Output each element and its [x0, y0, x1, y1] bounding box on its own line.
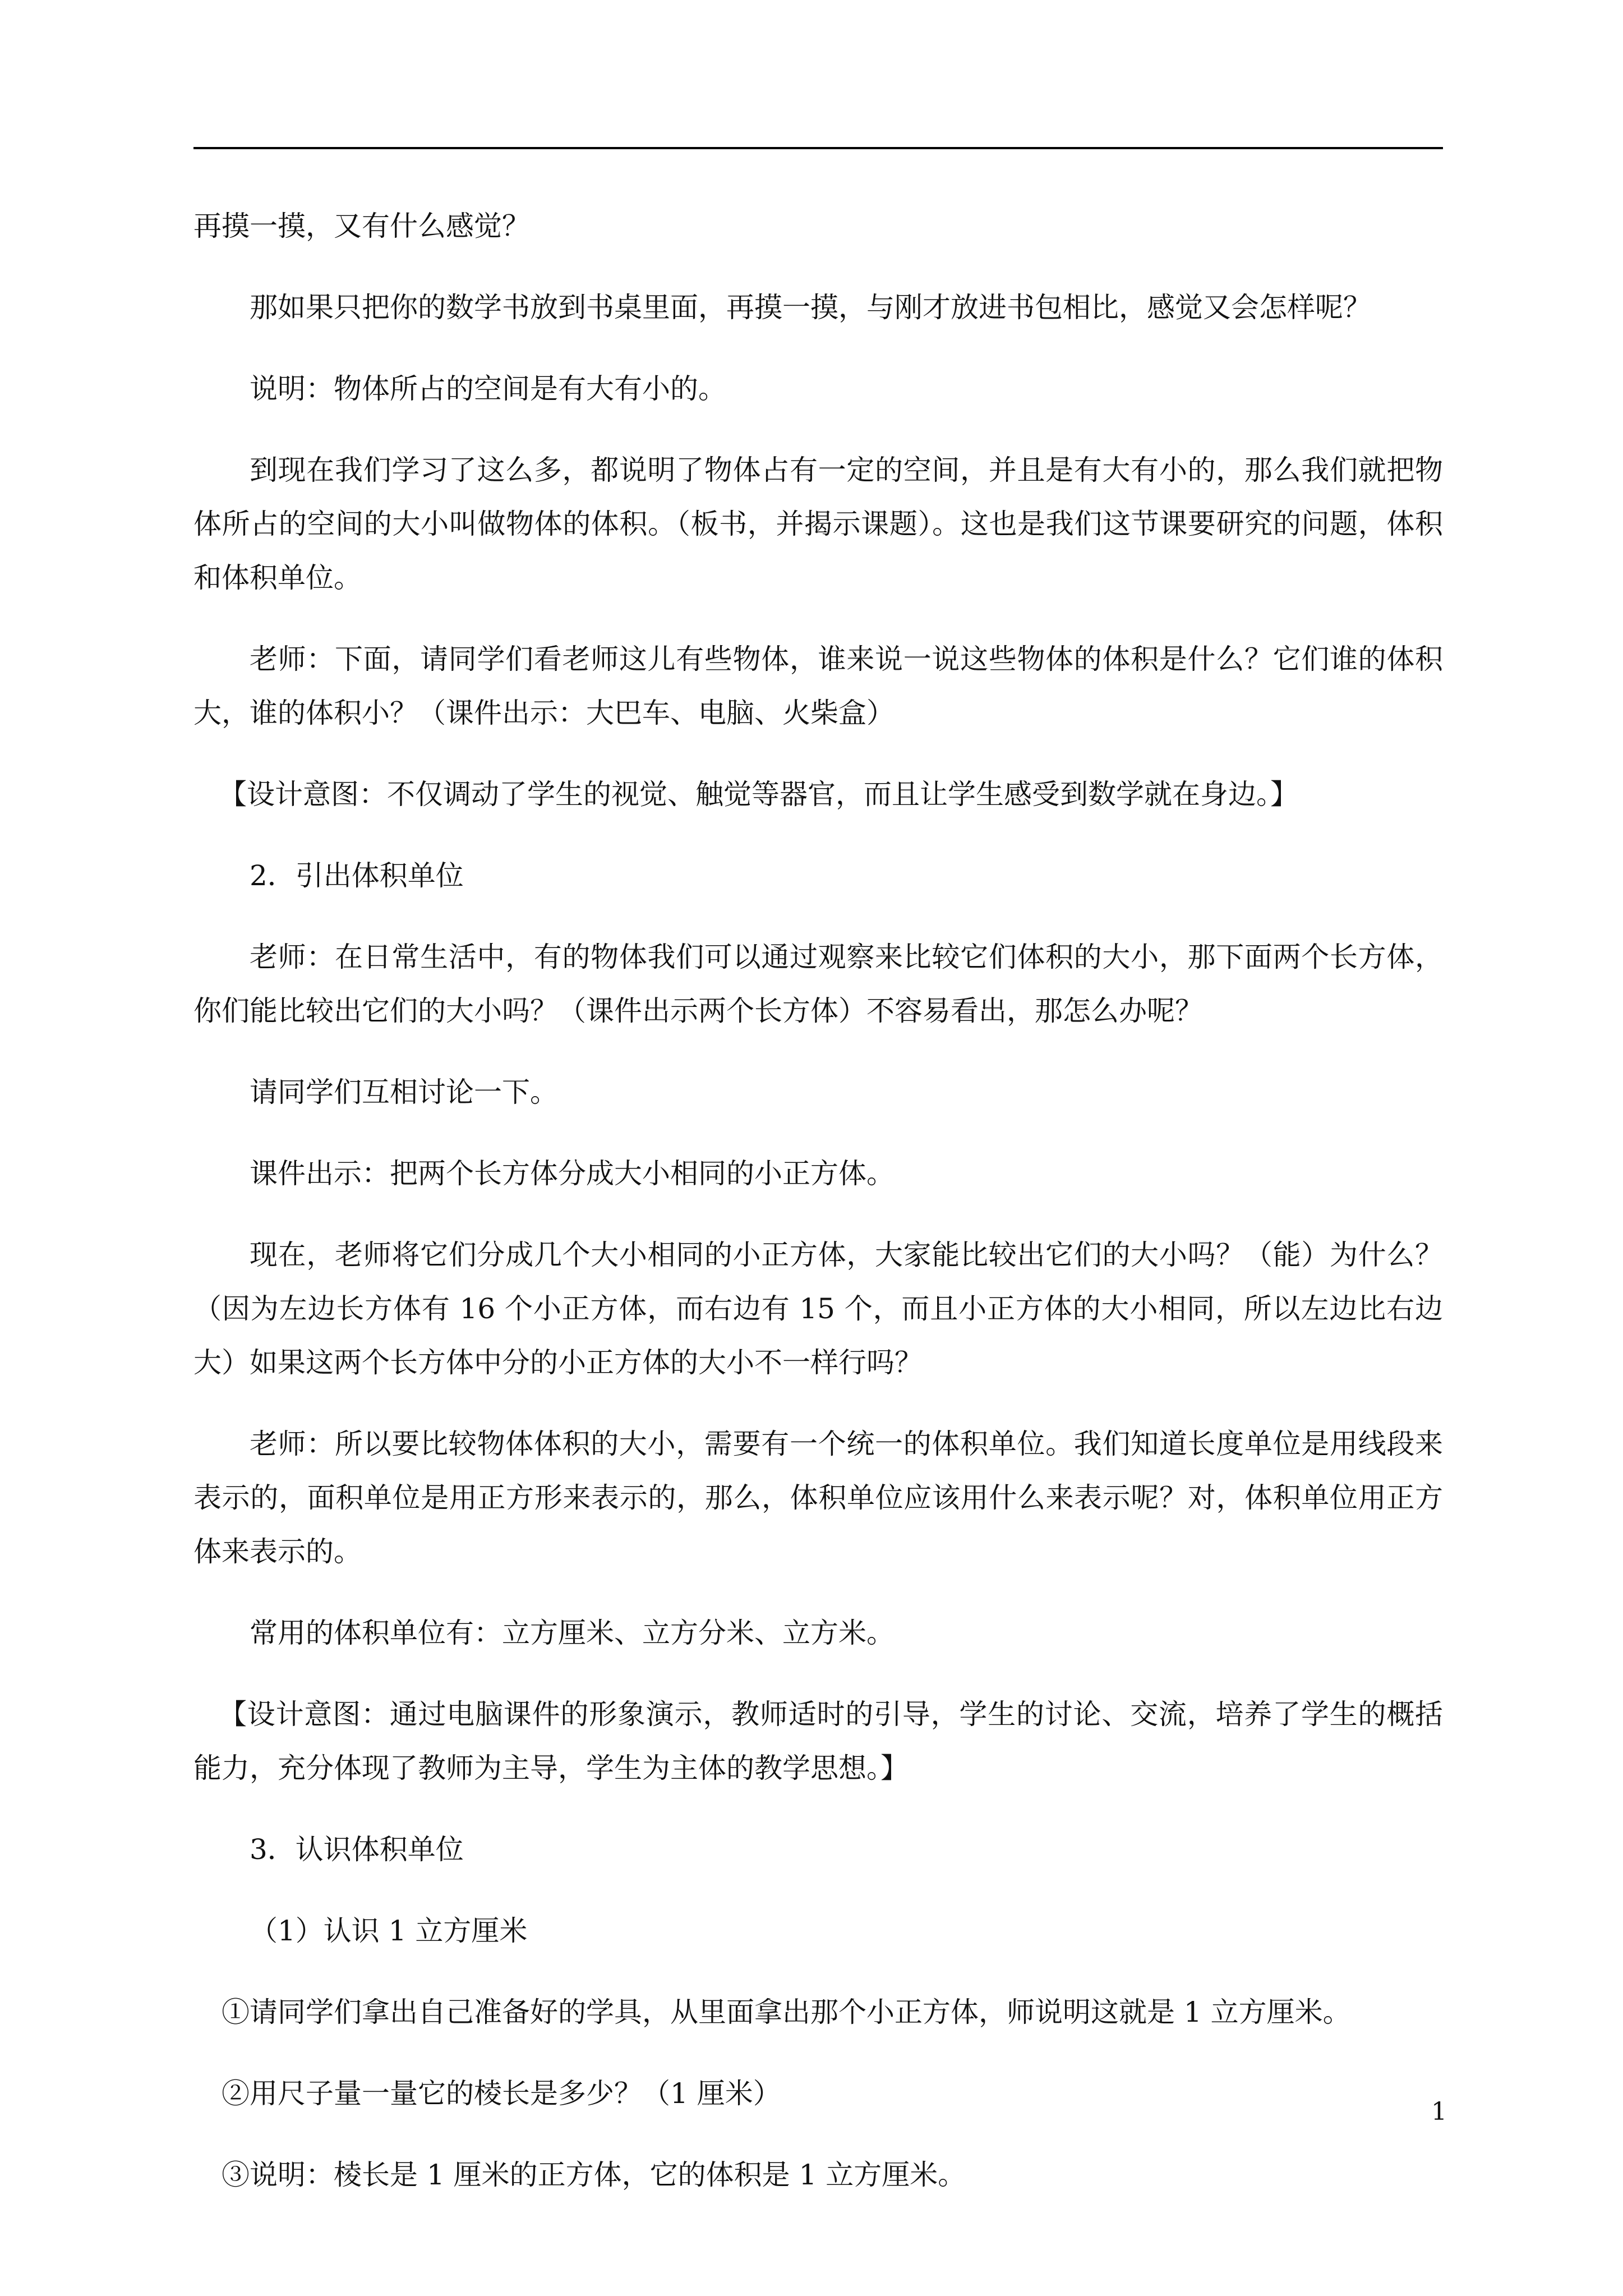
- design-intent-note: 【设计意图：不仅调动了学生的视觉、触觉等器官，而且让学生感受到数学就在身边。】: [219, 778, 1298, 811]
- page-number: 1: [1431, 2097, 1447, 2126]
- paragraph: 那如果只把你的数学书放到书桌里面，再摸一摸，与刚才放进书包相比，感觉又会怎样呢？: [250, 291, 1371, 324]
- document-body: [193, 199, 1443, 2229]
- paragraph: 再摸一摸，又有什么感觉？: [193, 210, 530, 242]
- paragraph: 现在，老师将它们分成几个大小相同的小正方体，大家能比较出它们的大小吗？（能）为什么？（因为左边长方体有 16 个小正方体，而右边有 15 个，而且小正方体的大小相同，所以左边比右边大）如果这两个长方体中分的小正方体的大小不一样行吗？: [193, 1239, 1443, 1379]
- paragraph: 说明：物体所占的空间是有大有小的。: [250, 372, 726, 405]
- design-intent-note: 【设计意图：通过电脑课件的形象演示，教师适时的引导，学生的讨论、交流，培养了学生的概括能力，充分体现了教师为主导，学生为主体的教学思想。】: [193, 1698, 1443, 1784]
- paragraph: 请同学们互相讨论一下。: [250, 1076, 558, 1108]
- list-item: ②用尺子量一量它的棱长是多少？（1 厘米）: [222, 2077, 781, 2110]
- paragraph: 到现在我们学习了这么多，都说明了物体占有一定的空间，并且是有大有小的，那么我们就把物体所占的空间的大小叫做物体的体积。（板书，并揭示课题）。这也是我们这节课要研究的问题，体积和体积单位。: [193, 454, 1443, 594]
- list-item: ①请同学们拿出自己准备好的学具，从里面拿出那个小正方体，师说明这就是 1 立方厘米。: [222, 1996, 1351, 2028]
- section-heading: 3．认识体积单位: [250, 1833, 464, 1866]
- header-rule: [193, 147, 1443, 149]
- list-item: ③说明：棱长是 1 厘米的正方体，它的体积是 1 立方厘米。: [222, 2159, 966, 2191]
- paragraph: 老师：所以要比较物体体积的大小，需要有一个统一的体积单位。我们知道长度单位是用线段来表示的，面积单位是用正方形来表示的，那么，体积单位应该用什么来表示呢？对，体积单位用正方体来表示的。: [193, 1428, 1443, 1568]
- paragraph: 课件出示：把两个长方体分成大小相同的小正方体。: [250, 1157, 895, 1190]
- paragraph: 常用的体积单位有：立方厘米、立方分米、立方米。: [250, 1617, 895, 1649]
- subsection-heading: （1）认识 1 立方厘米: [250, 1915, 528, 1947]
- paragraph: 老师：下面，请同学们看老师这儿有些物体，谁来说一说这些物体的体积是什么？它们谁的体积大，谁的体积小？（课件出示：大巴车、电脑、火柴盒）: [193, 643, 1443, 729]
- paragraph: 老师：在日常生活中，有的物体我们可以通过观察来比较它们体积的大小，那下面两个长方体，你们能比较出它们的大小吗？（课件出示两个长方体）不容易看出，那怎么办呢？: [193, 941, 1443, 1027]
- section-heading: 2．引出体积单位: [250, 859, 464, 892]
